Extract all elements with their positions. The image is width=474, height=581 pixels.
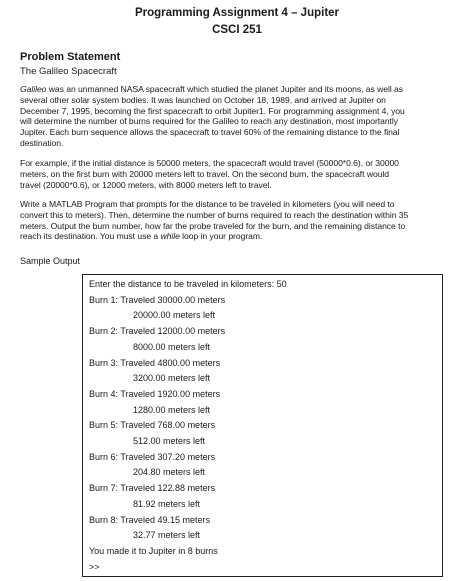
text-segment: several other solar system bodies. It was launched on October 18, 1989, and arrived at Jupiter on (20, 94, 386, 105)
paragraph-line (20, 116, 460, 127)
paragraph-line (20, 231, 460, 242)
italic-text: Galileo (20, 84, 47, 94)
output-line: Burn 3: Traveled 4800.00 meters (89, 357, 221, 368)
text-segment: was an unmanned NASA spacecraft which studied the planet Jupiter and its moons, as well as (46, 84, 403, 94)
italic-text: while (160, 231, 180, 242)
output-line: Burn 6: Traveled 307.20 meters (89, 451, 216, 462)
output-line: Burn 1: Traveled 30000.00 meters (89, 294, 226, 305)
paragraph-intro (20, 84, 460, 149)
paragraph-line: meters, on the first burn with 20000 meters left to travel. On the second burn, the spacecraft would (20, 168, 390, 179)
output-line: Enter the distance to be traveled in kilometers: 50 (89, 279, 287, 289)
paragraph-line (20, 127, 460, 138)
problem-heading: Problem Statement (20, 51, 121, 63)
output-remaining-line: 512.00 meters left (133, 436, 206, 446)
text-segment: December 7, 1995, becoming the first spacecraft to orbit Jupiter1. For programming assignment 4, you (20, 105, 405, 116)
paragraph-line (20, 106, 460, 117)
problem-subheading: The Galileo Spacecraft (20, 66, 117, 77)
output-remaining-line: 81.92 meters left (133, 498, 201, 509)
output-line: >> (89, 561, 100, 572)
paragraph-line (20, 138, 460, 149)
text-segment: convert this to meters). Then, determine the number of burns required to reach the destination within 35 (20, 209, 409, 220)
output-remaining-line: 204.80 meters left (133, 467, 206, 478)
paragraph-line (20, 221, 460, 232)
paragraph-line: travel (20000*0.6), or 12000 meters, with 8000 meters left to travel. (20, 179, 272, 190)
assignment-title: Programming Assignment 4 – Jupiter (134, 7, 340, 19)
paragraph-line (20, 84, 460, 95)
text-segment: destination. (20, 137, 64, 148)
paragraph-line (20, 210, 460, 221)
sample-output-box (82, 274, 443, 577)
output-remaining-line: 1280.00 meters left (133, 404, 211, 415)
text-segment: Write a MATLAB Program that prompts for the distance to be traveled in kilometers (you will need to (20, 199, 395, 209)
output-remaining-line: 20000.00 meters left (133, 310, 216, 321)
output-line: Burn 5: Traveled 768.00 meters (89, 420, 216, 431)
text-segment: loop in your program. (179, 231, 263, 242)
text-segment: reach its destination. You must use a (20, 231, 161, 242)
output-remaining-line: 8000.00 meters left (133, 341, 211, 352)
text-segment: Jupiter. Each burn sequence allows the spacecraft to travel 60% of the remaining distance to the final (20, 127, 400, 138)
sample-output-label: Sample Output (20, 256, 81, 266)
output-remaining-line: 32.77 meters left (133, 530, 201, 541)
output-line: Burn 7: Traveled 122.88 meters (89, 483, 216, 494)
output-remaining-line: 3200.00 meters left (133, 373, 211, 384)
paragraph-line (20, 95, 460, 106)
course-code: CSCI 251 (212, 24, 262, 36)
text-segment: meters. Output the burn number, how far the probe traveled for the burn, and the remaining distance to (20, 220, 406, 231)
paragraph-example (20, 158, 460, 190)
paragraph-task (20, 199, 460, 242)
paragraph-line: For example, if the initial distance is 50000 meters, the spacecraft would travel (50000*0.6), or 30000 (20, 158, 399, 168)
text-segment: will determine the number of burns required for the Galileo to reach any destination, most importantly (20, 116, 398, 127)
paragraph-line (20, 199, 460, 210)
output-line: Burn 8: Traveled 49.15 meters (89, 514, 211, 525)
output-line: Burn 4: Traveled 1920.00 meters (89, 388, 221, 399)
output-line: You made it to Jupiter in 8 burns (89, 545, 218, 556)
output-line: Burn 2: Traveled 12000.00 meters (89, 326, 226, 337)
